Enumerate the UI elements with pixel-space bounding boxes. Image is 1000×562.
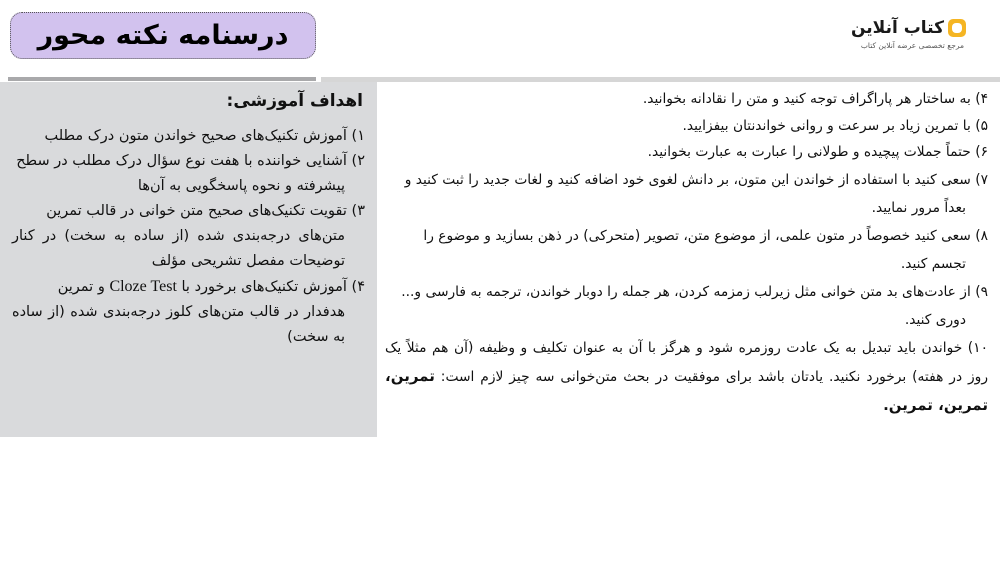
learning-goals-panel — [0, 82, 377, 437]
tip-number: ۱۰) — [967, 339, 988, 356]
goal-item — [12, 149, 365, 199]
goal-item — [12, 199, 365, 274]
tip-item — [385, 86, 988, 113]
tip-text: سعی کنید با استفاده از خواندن این متون، بر دانش لغوی خود اضافه کنید و لغات جدید را ثبت کنید و — [404, 171, 971, 188]
title-underline-bar — [8, 77, 316, 81]
tip-item — [385, 166, 988, 222]
header-divider-bar — [321, 77, 1000, 82]
tip-text-continued: بعداً مرور نمایید. — [871, 199, 966, 216]
tip-emphasis: تمرین، تمرین، تمرین. — [385, 366, 988, 414]
tip-number: ۴) — [975, 91, 988, 107]
goal-number: ۴) — [351, 279, 365, 295]
goal-text-continued: هدفدار در قالب متن‌های کلوز درجه‌بندی شده (از ساده به سخت) — [12, 304, 345, 345]
tip-text-continued: دوری کنید. — [904, 311, 966, 328]
tip-text: از عادت‌های بد متن خوانی مثل زیرلب زمزمه کردن، هر جمله را دوبار خواندن، ترجمه به فارسی و... — [401, 283, 971, 300]
goal-text: آموزش تکنیک‌های برخورد با — [181, 279, 347, 295]
tip-text: خواندن باید تبدیل به یک عادت روزمره شود و هرگز با آن به عنوان تکلیف و وظیفه (آن هم مثلاً یک روز در هفته) برخورد نکنید. یادتان باشد برای موفقیت در بحث متن‌خوانی سه چیز لازم است: — [385, 339, 988, 385]
tip-text: به ساختار هر پاراگراف توجه کنید و متن را نقادانه بخوانید. — [642, 91, 971, 107]
goal-text-continued: پیشرفته و نحوه پاسخگویی به آن‌ها — [137, 178, 345, 194]
goal-item — [12, 274, 365, 350]
goal-text: و تمرین — [57, 279, 105, 295]
logo-name: کتاب آنلاین — [850, 18, 944, 38]
tip-number: ۹) — [975, 283, 988, 300]
tip-number: ۸) — [975, 227, 988, 244]
goal-item — [12, 124, 365, 149]
goal-text: آشنایی خواننده با هفت نوع سؤال درک مطلب در سطح — [16, 153, 347, 169]
publisher-logo — [826, 17, 966, 59]
tip-text: سعی کنید خصوصاً در متون علمی، از موضوع متن، تصویر (متحرکی) در ذهن بسازید و موضوع را — [423, 227, 971, 244]
goal-number: ۱) — [351, 128, 365, 144]
goal-text: آموزش تکنیک‌های صحیح خواندن متون درک مطلب — [44, 128, 347, 144]
kitab-online-logo-icon — [948, 19, 966, 37]
tip-item — [385, 278, 988, 334]
goal-latin-term: Cloze Test — [109, 278, 177, 295]
tip-item — [385, 334, 988, 420]
goal-text: تقویت تکنیک‌های صحیح متن خوانی در قالب تمرین — [46, 203, 347, 219]
tip-number: ۵) — [975, 117, 988, 134]
tip-text-continued: تجسم کنید. — [900, 255, 966, 272]
tip-item — [385, 113, 988, 140]
tip-text: حتماً جملات پیچیده و طولانی را عبارت به عبارت بخوانید. — [647, 144, 971, 160]
logo-tagline: مرجع تخصصی عرضه آنلاین کتاب — [860, 41, 964, 50]
lesson-title: درسنامه نکته محور — [37, 20, 289, 51]
tip-number: ۷) — [975, 171, 988, 188]
tip-text: با تمرین زیاد بر سرعت و روانی خواندنتان بیفزایید. — [682, 117, 971, 134]
goal-text-continued: متن‌های درجه‌بندی شده (از ساده به سخت) در کنار توضیحات مفصل تشریحی مؤلف — [12, 228, 345, 269]
learning-goals-heading: اهداف آموزشی: — [226, 91, 363, 111]
goal-number: ۳) — [351, 203, 365, 219]
tip-item — [385, 139, 988, 166]
lesson-title-banner — [10, 12, 316, 59]
goal-number: ۲) — [351, 153, 365, 169]
tip-number: ۶) — [975, 144, 988, 160]
tip-item — [385, 222, 988, 278]
reading-tips-list — [385, 86, 988, 420]
